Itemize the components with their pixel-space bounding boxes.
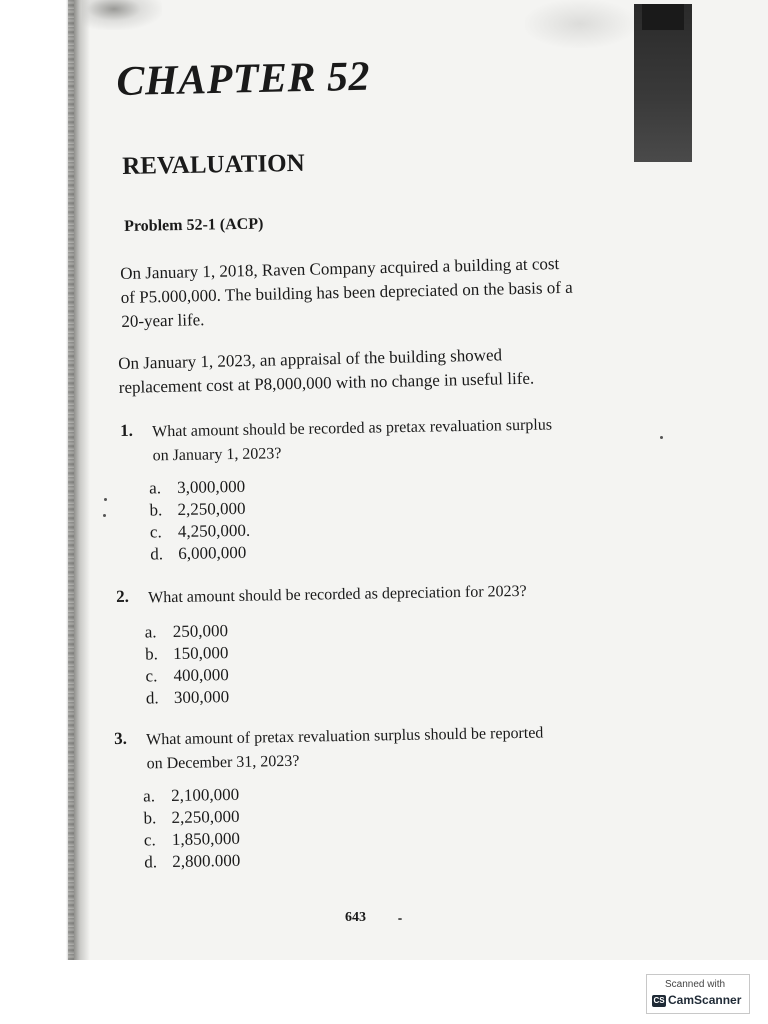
- choice-value: 2,250,000: [177, 498, 246, 520]
- choice-letter: b.: [149, 500, 163, 520]
- paragraph-line: of P5.000,000. The building has been depreciated on the basis of a: [120, 277, 573, 307]
- choice-value: 150,000: [173, 643, 229, 664]
- choice-value: 2,100,000: [171, 784, 240, 806]
- choice-item: [145, 620, 229, 643]
- choice-item: [144, 828, 240, 852]
- problem-title: Problem 52-1 (ACP): [124, 215, 264, 235]
- choice-letter: d.: [145, 688, 159, 708]
- choice-value: 300,000: [173, 687, 230, 708]
- chapter-heading: CHAPTER 52: [116, 53, 371, 105]
- page-tab-marker: [634, 4, 692, 162]
- question-text: [152, 413, 553, 468]
- question-line: What amount of pretax revaluation surplus should be reported: [146, 724, 544, 749]
- choice-letter: d.: [144, 852, 158, 872]
- scan-speck: [398, 918, 402, 920]
- choice-value: 4,250,000.: [177, 520, 251, 542]
- scan-speck: [104, 498, 107, 501]
- question-text: [148, 580, 527, 611]
- scan-smudge-right: [525, 0, 635, 48]
- choice-letter: a.: [149, 478, 162, 498]
- question-line: on January 1, 2023?: [152, 445, 282, 465]
- question-number: 1.: [120, 420, 134, 440]
- paragraph-line: On January 1, 2023, an appraisal of the building showed: [118, 345, 503, 373]
- question-number: 3.: [114, 728, 128, 748]
- choice-list: [149, 476, 251, 566]
- scan-speck: [660, 436, 663, 439]
- paragraph-line: replacement cost at P8,000,000 with no change in useful life.: [118, 368, 535, 397]
- choice-item: [145, 642, 229, 665]
- choice-item: [143, 784, 239, 808]
- choice-value: 3,000,000: [177, 476, 246, 498]
- watermark-brand: CamScanner: [668, 993, 742, 1007]
- choice-item: [145, 664, 229, 687]
- choice-value: 1,850,000: [171, 828, 241, 850]
- choice-letter: c.: [143, 830, 156, 850]
- choice-list: [143, 784, 241, 874]
- question-line: on December 31, 2023?: [146, 752, 300, 773]
- scan-smudge: [82, 0, 162, 30]
- choice-item: [143, 806, 239, 830]
- choice-list: [145, 620, 230, 709]
- choice-item: [149, 498, 250, 522]
- paragraph-line: On January 1, 2018, Raven Company acquired a building at cost: [120, 254, 560, 283]
- question-line: What amount should be recorded as pretax revaluation surplus: [152, 416, 553, 441]
- choice-letter: c.: [149, 522, 162, 542]
- choice-value: 2,250,000: [171, 806, 240, 828]
- choice-value: 400,000: [173, 665, 229, 686]
- choice-letter: c.: [145, 666, 158, 686]
- camscanner-logo-icon: CS: [653, 996, 665, 1005]
- scan-speck: [103, 514, 106, 517]
- paragraph-line: 20-year life.: [121, 310, 205, 331]
- choice-item: [144, 850, 240, 874]
- choice-letter: a.: [143, 786, 156, 806]
- choice-letter: b.: [145, 644, 159, 664]
- problem-paragraph-2: [118, 343, 534, 400]
- choice-item: [149, 476, 250, 500]
- question-number: 2.: [116, 586, 130, 606]
- choice-value: 2,800.000: [172, 850, 241, 872]
- choice-item: [150, 542, 251, 566]
- choice-value: 250,000: [172, 621, 229, 642]
- choice-value: 6,000,000: [178, 542, 247, 564]
- section-title: REVALUATION: [122, 149, 305, 180]
- choice-letter: a.: [144, 622, 157, 642]
- choice-letter: b.: [143, 808, 157, 828]
- book-binding-edge: [0, 0, 90, 960]
- question-text: [146, 722, 544, 777]
- choice-item: [150, 520, 251, 544]
- question-line: What amount should be recorded as depreciation for 2023?: [148, 582, 527, 607]
- watermark-caption: Scanned with: [665, 979, 726, 990]
- choice-item: [146, 686, 230, 709]
- problem-paragraph-1: [120, 252, 574, 334]
- camscanner-watermark: [646, 974, 750, 1014]
- choice-letter: d.: [150, 544, 164, 564]
- page-number: 643: [345, 910, 366, 925]
